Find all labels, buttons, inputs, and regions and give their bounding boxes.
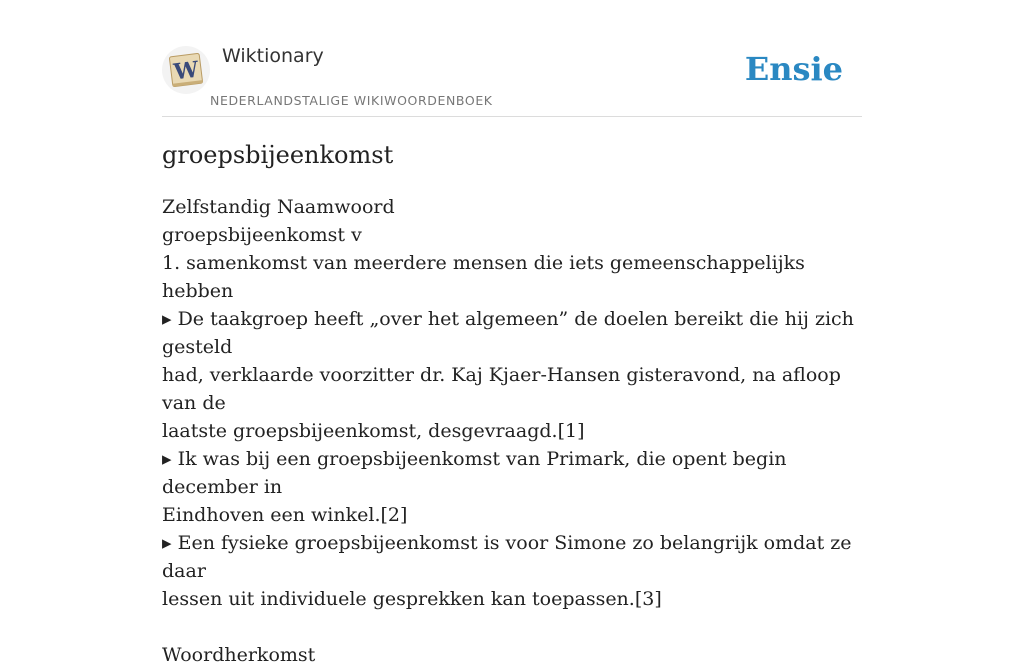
site-name[interactable]: Wiktionary [222, 45, 324, 67]
section-gap [162, 613, 862, 641]
page-title: groepsbijeenkomst [162, 141, 394, 169]
example-2-line-1: ▸ Ik was bij een groepsbijeenkomst van Primark, die opent begin december in [162, 448, 787, 498]
site-header [162, 0, 862, 117]
example-1-line-1: ▸ De taakgroep heeft „over het algemeen” de doelen bereikt die hij zich gesteld [162, 308, 854, 358]
example-1-line-2: had, verklaarde voorzitter dr. Kaj Kjaer-Hansen gisteravond, na afloop van de [162, 364, 841, 414]
example-2-line-2: Eindhoven een winkel.[2] [162, 504, 408, 526]
entry-content [162, 138, 862, 669]
example-3-line-2: lessen uit individuele gesprekken kan toepassen.[3] [162, 588, 662, 610]
section-heading-woordherkomst: Woordherkomst [162, 644, 316, 666]
definition-block [162, 193, 862, 669]
headword: groepsbijeenkomst v [162, 224, 362, 246]
example-1-line-3: laatste groepsbijeenkomst, desgevraagd.[1] [162, 420, 585, 442]
part-of-speech: Zelfstandig Naamwoord [162, 196, 395, 218]
ensie-brand-link[interactable]: Ensie [744, 50, 843, 88]
wiktionary-logo-icon[interactable] [162, 46, 210, 94]
logo-letter: W [172, 56, 200, 86]
definition: 1. samenkomst van meerdere mensen die iets gemeenschappelijks hebben [162, 252, 805, 302]
example-3-line-1: ▸ Een fysieke groepsbijeenkomst is voor Simone zo belangrijk omdat ze daar [162, 532, 852, 582]
site-subtitle: NEDERLANDSTALIGE WIKIWOORDENBOEK [210, 93, 493, 108]
